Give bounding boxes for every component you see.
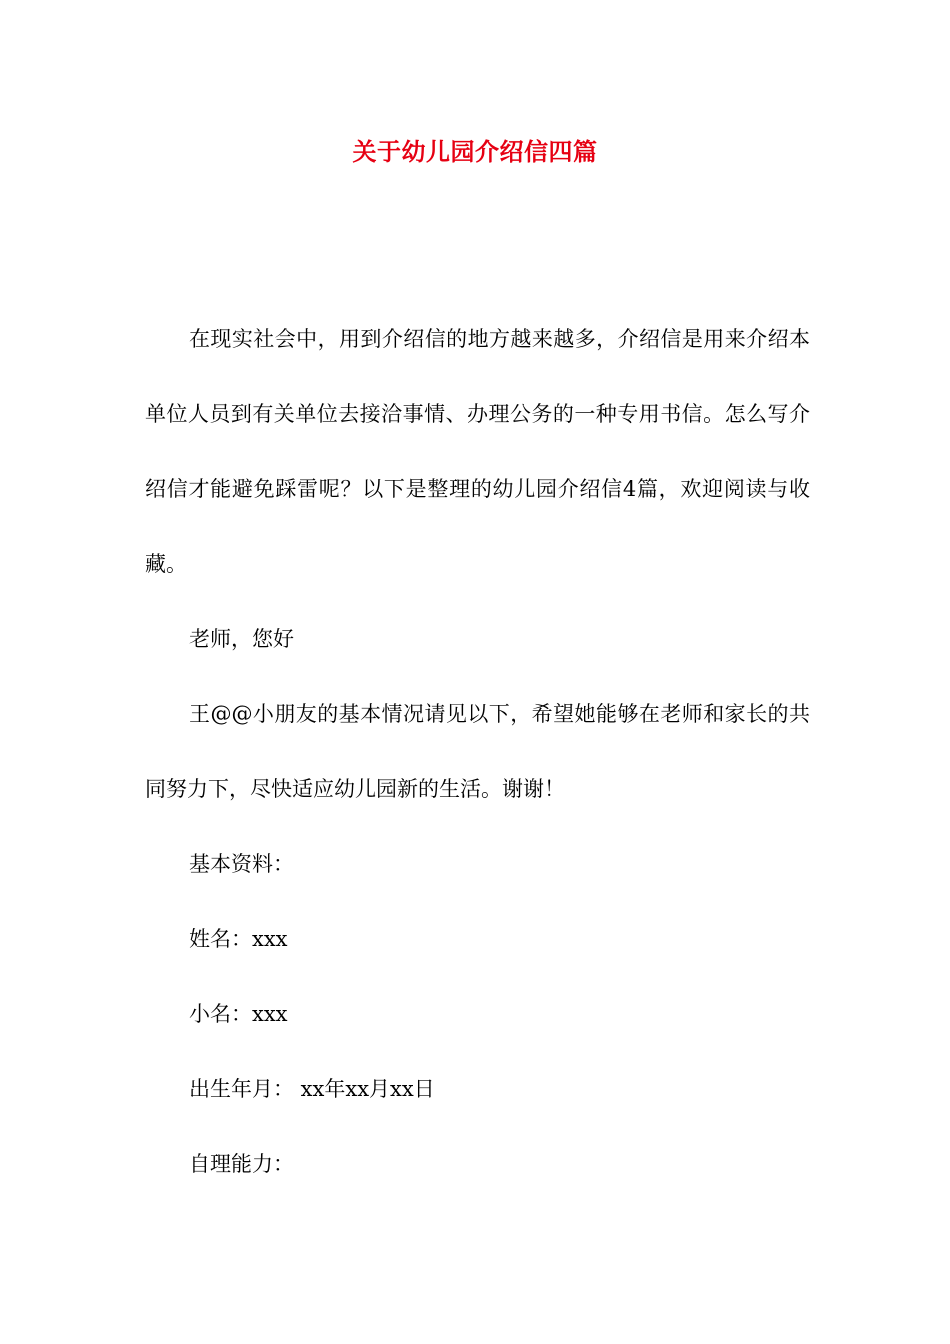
basic-info-heading: 基本资料：	[189, 852, 294, 876]
name-line: 姓名：xxx	[189, 927, 288, 951]
birth-date-line: 出生年月： xx年xx月xx日	[189, 1077, 435, 1101]
document-title: 关于幼儿园介绍信四篇	[352, 138, 598, 166]
intro-paragraph: 在现实社会中，用到介绍信的地方越来越多，介绍信是用来介绍本单位人员到有关单位去接洽事情、办理公务的一种专用书信。怎么写介绍信才能避免踩雷呢？以下是整理的幼儿园介绍信4篇，欢迎阅读与收藏。	[145, 327, 810, 576]
body-paragraph: 王@@小朋友的基本情况请见以下，希望她能够在老师和家长的共同努力下，尽快适应幼儿园新的生活。谢谢！	[145, 702, 810, 801]
self-care-line: 自理能力：	[189, 1152, 294, 1176]
greeting-paragraph: 老师，您好	[189, 627, 294, 651]
nickname-line: 小名：xxx	[189, 1002, 288, 1026]
